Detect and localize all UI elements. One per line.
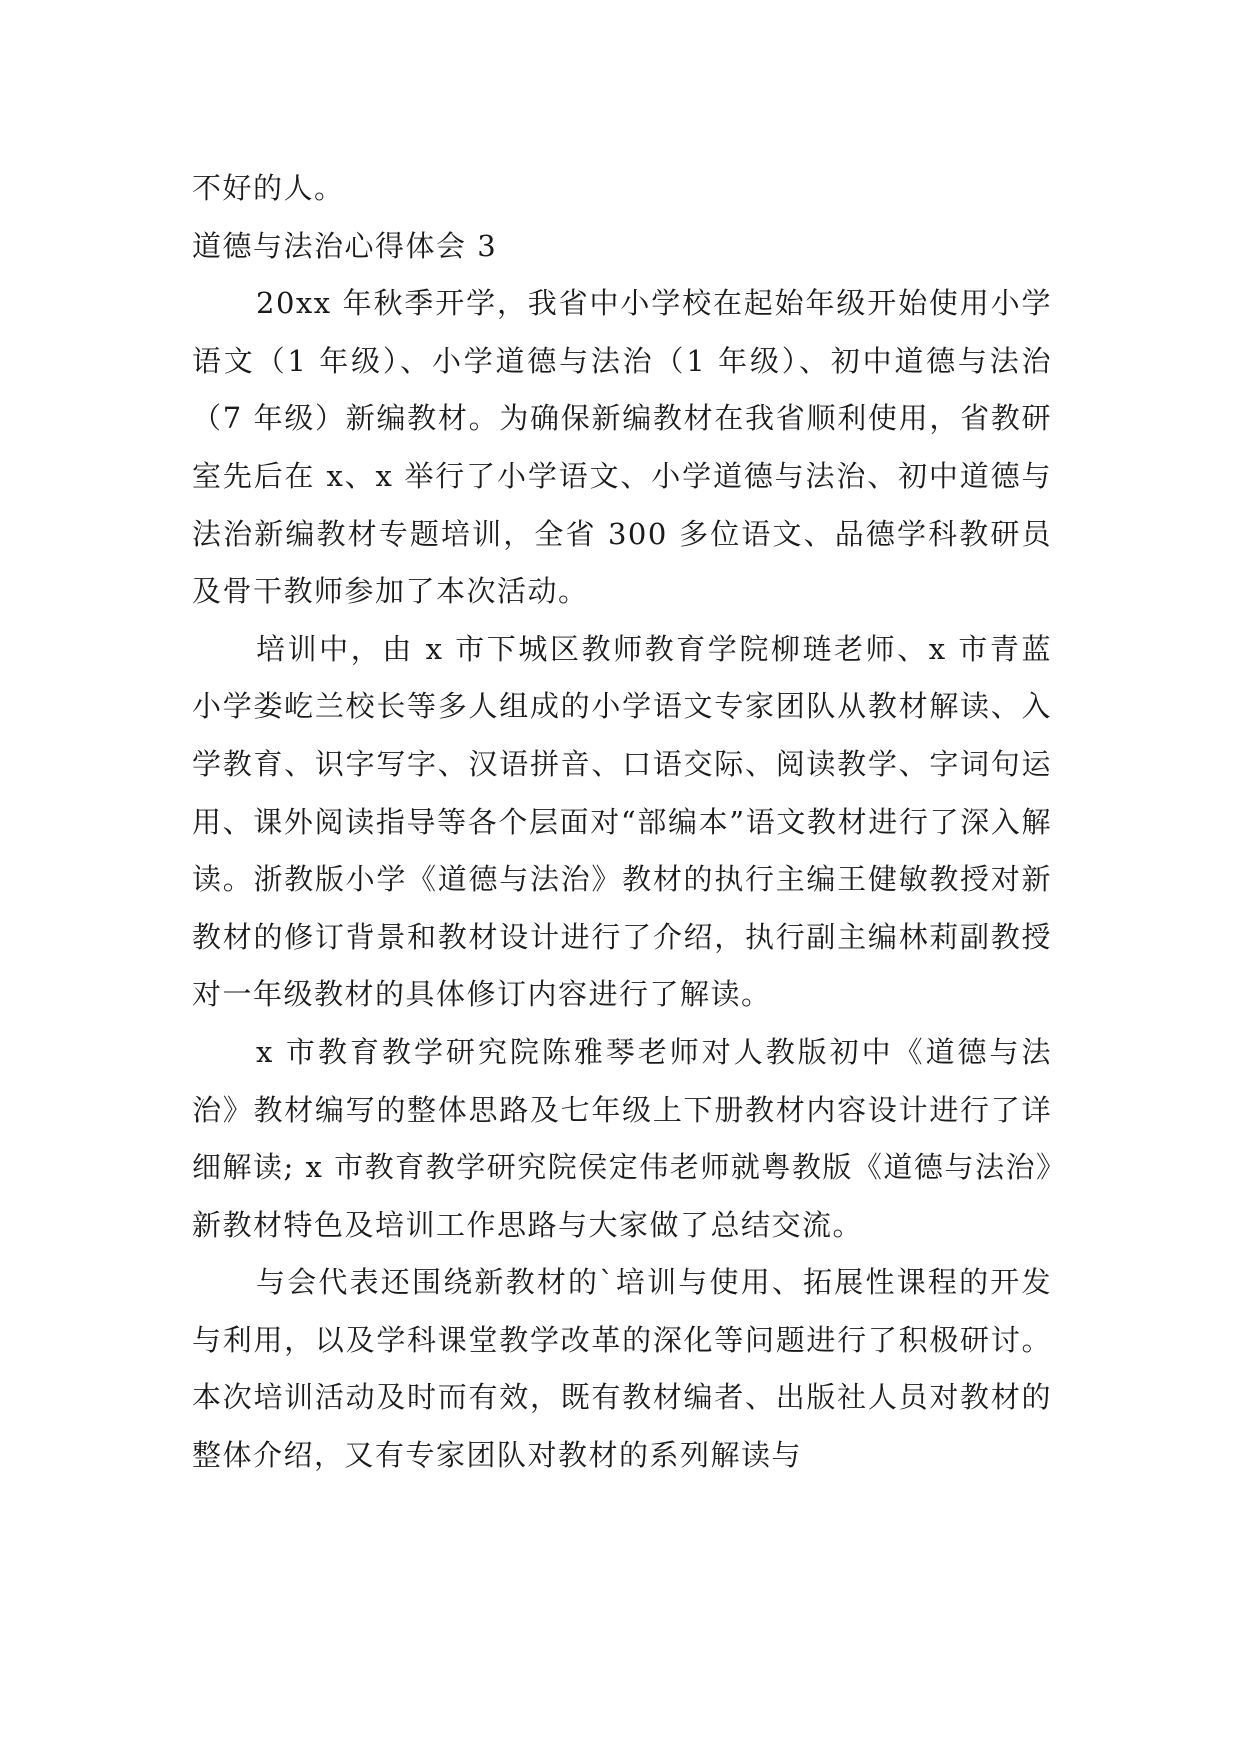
paragraph-1: 20xx 年秋季开学，我省中小学校在起始年级开始使用小学语文（1 年级）、小学道德与法治（1 年级）、初中道德与法治（7 年级）新编教材。为确保新编教材在我省顺利使用，省教研室先后在 x、x 举行了小学语文、小学道德与法治、初中道德与法治新编教材专题培训，全省 300 多位语文、品德学科教研员及骨干教师参加了本次活动。	[192, 286, 1052, 609]
paragraph-3: x 市教育教学研究院陈雅琴老师对人教版初中《道德与法治》教材编写的整体思路及七年级上下册教材内容设计进行了详细解读; x 市教育教学研究院侯定伟老师就粤教版《道德与法治》新教材特色及培训工作思路与大家做了总结交流。	[192, 1034, 1052, 1242]
section-heading: 道德与法治心得体会 3	[192, 228, 498, 263]
document-body	[192, 160, 1052, 1485]
paragraph-2: 培训中，由 x 市下城区教师教育学院柳琏老师、x 市青蓝小学娄屹兰校长等多人组成的小学语文专家团队从教材解读、入学教育、识字写字、汉语拼音、口语交际、阅读教学、字词句运用、课外阅读指导等各个层面对“部编本”语文教材进行了深入解读。浙教版小学《道德与法治》教材的执行主编王健敏教授对新教材的修订背景和教材设计进行了介绍，执行副主编林莉副教授对一年级教材的具体修订内容进行了解读。	[192, 631, 1052, 1012]
continuation-text: 不好的人。	[192, 171, 345, 205]
paragraph-4: 与会代表还围绕新教材的`培训与使用、拓展性课程的开发与利用，以及学科课堂教学改革的深化等问题进行了积极研讨。本次培训活动及时而有效，既有教材编者、出版社人员对教材的整体介绍，又有专家团队对教材的系列解读与	[192, 1265, 1052, 1473]
